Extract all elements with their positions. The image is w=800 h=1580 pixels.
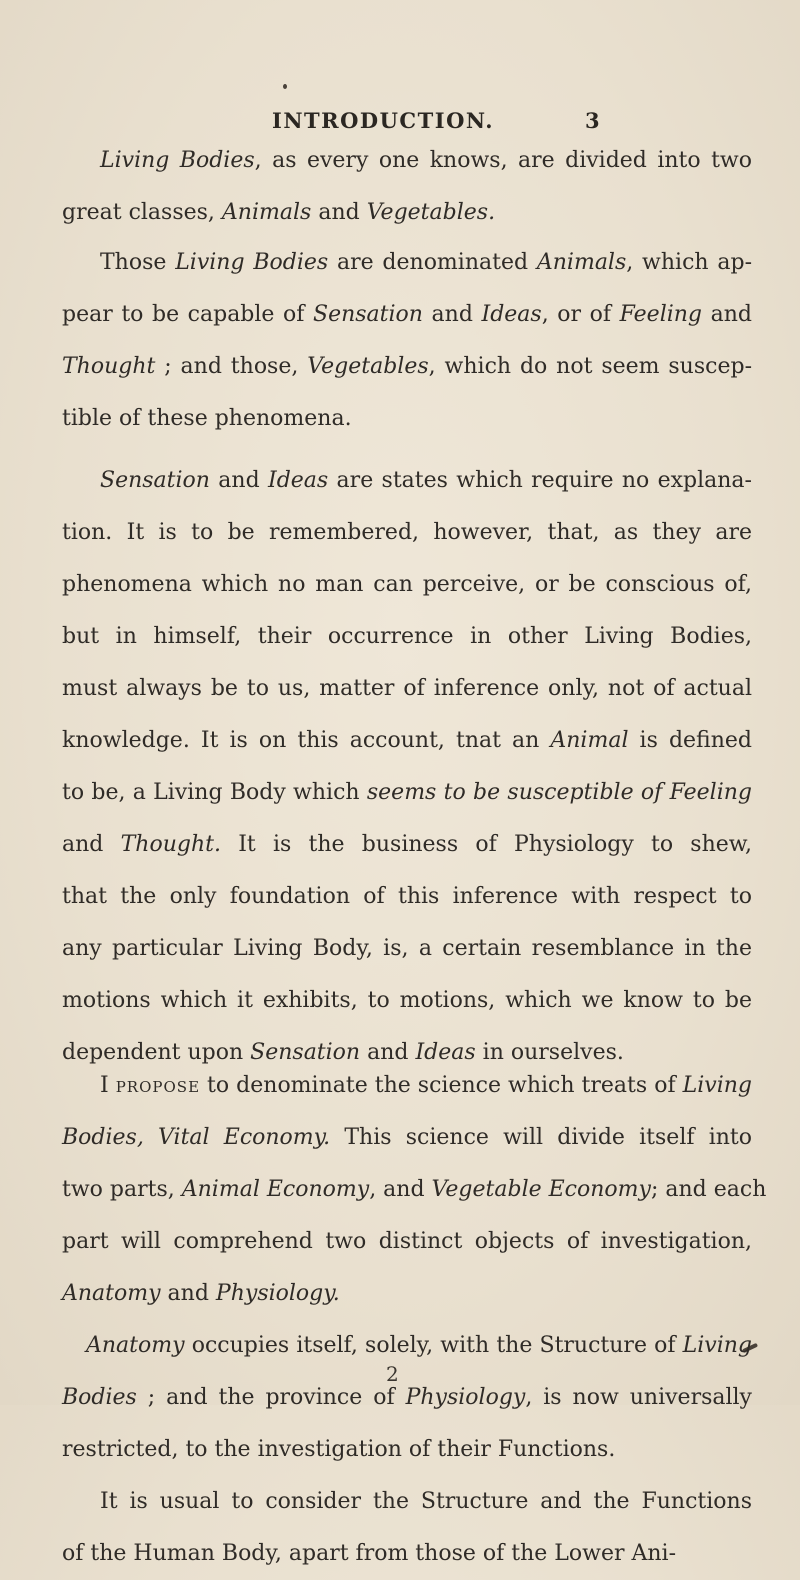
italic-text: Anatomy	[62, 1281, 161, 1306]
text-line	[62, 1424, 752, 1476]
text-run: and	[209, 468, 269, 493]
italic-text: seems to be susceptible of	[366, 780, 663, 805]
text-line	[62, 1372, 752, 1424]
italic-text: Feeling	[669, 780, 752, 805]
italic-text: Ideas	[268, 468, 329, 493]
text-run: ; and those,	[155, 354, 308, 379]
text-run: any particular Living Body, is, a certain resemblance in the	[62, 936, 752, 961]
text-run: ; and the province of	[136, 1385, 406, 1410]
text-run: I	[100, 1073, 116, 1098]
italic-text: Sensation	[250, 1040, 361, 1065]
paragraph-structure-functions	[62, 1476, 752, 1580]
text-run: but in himself, their occurrence in other Living Bodies,	[62, 624, 752, 649]
text-run: to denominate the science which treats of	[200, 1073, 683, 1098]
small-caps-text: PROPOSE	[115, 1078, 201, 1096]
italic-text: Ideas	[481, 302, 542, 327]
text-line	[62, 455, 752, 507]
text-line	[62, 663, 752, 715]
text-line	[62, 1216, 752, 1268]
paragraph-anatomy-physiology	[62, 1320, 752, 1476]
italic-text: Animals	[221, 200, 312, 225]
text-line	[62, 767, 752, 819]
text-run: dependent upon	[62, 1040, 251, 1065]
text-line	[62, 1112, 752, 1164]
text-run: , which do not seem suscep-	[428, 354, 753, 379]
text-line	[62, 393, 752, 445]
text-run: and	[160, 1281, 216, 1306]
italic-text: Feeling	[619, 302, 703, 327]
text-line	[62, 611, 752, 663]
text-run: It is usual to consider the Structure and the Functions	[100, 1489, 752, 1514]
text-line	[62, 559, 752, 611]
italic-text: Vegetable Economy	[431, 1177, 651, 1202]
italic-text: Vegetables.	[366, 200, 496, 225]
italic-text: Living Bodies	[100, 148, 255, 173]
text-run: are denominated	[328, 250, 537, 275]
italic-text: Bodies	[62, 1385, 137, 1410]
italic-text: Living	[682, 1073, 752, 1098]
text-run	[662, 780, 669, 805]
text-run: tible of these phenomena.	[62, 406, 352, 431]
text-run: ; and each	[650, 1177, 767, 1202]
text-run: part will comprehend two distinct objects of investigation,	[62, 1229, 752, 1254]
italic-text: Animals	[536, 250, 627, 275]
text-run: to be, a Living Body which	[62, 780, 367, 805]
page-number: 3	[585, 108, 600, 133]
text-line	[62, 975, 752, 1027]
text-run: This science will divide itself into	[330, 1125, 752, 1150]
text-run: tion. It is to be remembered, however, that, as they are	[62, 520, 752, 545]
text-line	[62, 1528, 752, 1580]
paragraph-sensation-ideas	[62, 455, 752, 1079]
text-run: great classes,	[62, 200, 222, 225]
text-run: of the Human Body, apart from those of the Lower Ani-	[62, 1541, 677, 1566]
text-run: two parts,	[62, 1177, 182, 1202]
text-run: in ourselves.	[475, 1040, 624, 1065]
text-run: and	[62, 832, 121, 857]
text-run: and	[360, 1040, 416, 1065]
text-run: occupies itself, solely, with the Structure of	[184, 1333, 683, 1358]
italic-text: Physiology	[405, 1385, 526, 1410]
italic-text: Animal Economy	[181, 1177, 370, 1202]
italic-text: Bodies, Vital Economy.	[62, 1125, 331, 1150]
text-line	[62, 871, 752, 923]
text-run: It is the business of Physiology to shew,	[220, 832, 752, 857]
text-line	[62, 1320, 752, 1372]
text-line	[62, 1476, 752, 1528]
italic-text: Thought	[62, 354, 156, 379]
text-line	[62, 507, 752, 559]
text-run: are states which require no explana-	[328, 468, 752, 493]
italic-text: Animal	[550, 728, 629, 753]
text-run: phenomena which no man can perceive, or be conscious of,	[62, 572, 752, 597]
text-run: , and	[369, 1177, 432, 1202]
ink-speck	[283, 84, 287, 89]
italic-text: Sensation	[100, 468, 210, 493]
italic-text: Anatomy	[86, 1333, 185, 1358]
text-run: must always be to us, matter of inference only, not of actual	[62, 676, 752, 701]
text-line	[62, 1164, 767, 1216]
running-head-title: INTRODUCTION.	[272, 108, 495, 133]
text-line	[62, 1060, 752, 1112]
text-line	[62, 135, 752, 187]
text-run: restricted, to the investigation of their Functions.	[62, 1437, 616, 1462]
text-line	[62, 715, 752, 767]
text-line	[62, 237, 752, 289]
text-run: knowledge. It is on this account, tnat an	[62, 728, 551, 753]
text-line	[62, 819, 752, 871]
text-run: and	[422, 302, 482, 327]
paragraph-vital-economy	[62, 1060, 767, 1320]
text-line	[62, 923, 752, 975]
italic-text: Sensation	[313, 302, 423, 327]
text-run: , as every one knows, are divided into two	[254, 148, 752, 173]
text-run: and	[702, 302, 752, 327]
text-run: , is now universally	[525, 1385, 752, 1410]
running-head	[0, 108, 800, 138]
italic-text: Vegetables	[307, 354, 429, 379]
text-run: , or of	[541, 302, 620, 327]
text-run: , which ap-	[626, 250, 752, 275]
text-line	[62, 1268, 752, 1320]
text-line	[62, 289, 752, 341]
paragraph-living-bodies	[62, 135, 752, 239]
text-run: is defined	[628, 728, 752, 753]
text-run: and	[311, 200, 367, 225]
italic-text: Living Bodies	[175, 250, 329, 275]
text-run: Those	[100, 250, 176, 275]
italic-text: Ideas	[415, 1040, 476, 1065]
text-line	[62, 187, 752, 239]
text-line	[62, 341, 752, 393]
paragraph-animals-vegetables	[62, 237, 752, 445]
text-run: pear to be capable of	[62, 302, 313, 327]
text-run: motions which it exhibits, to motions, which we know to be	[62, 988, 752, 1013]
italic-text: Physiology.	[215, 1281, 340, 1306]
signature-mark: 2	[386, 1362, 399, 1386]
italic-text: Thought.	[120, 832, 221, 857]
text-run: that the only foundation of this inference with respect to	[62, 884, 752, 909]
italic-text: Living	[682, 1333, 752, 1358]
